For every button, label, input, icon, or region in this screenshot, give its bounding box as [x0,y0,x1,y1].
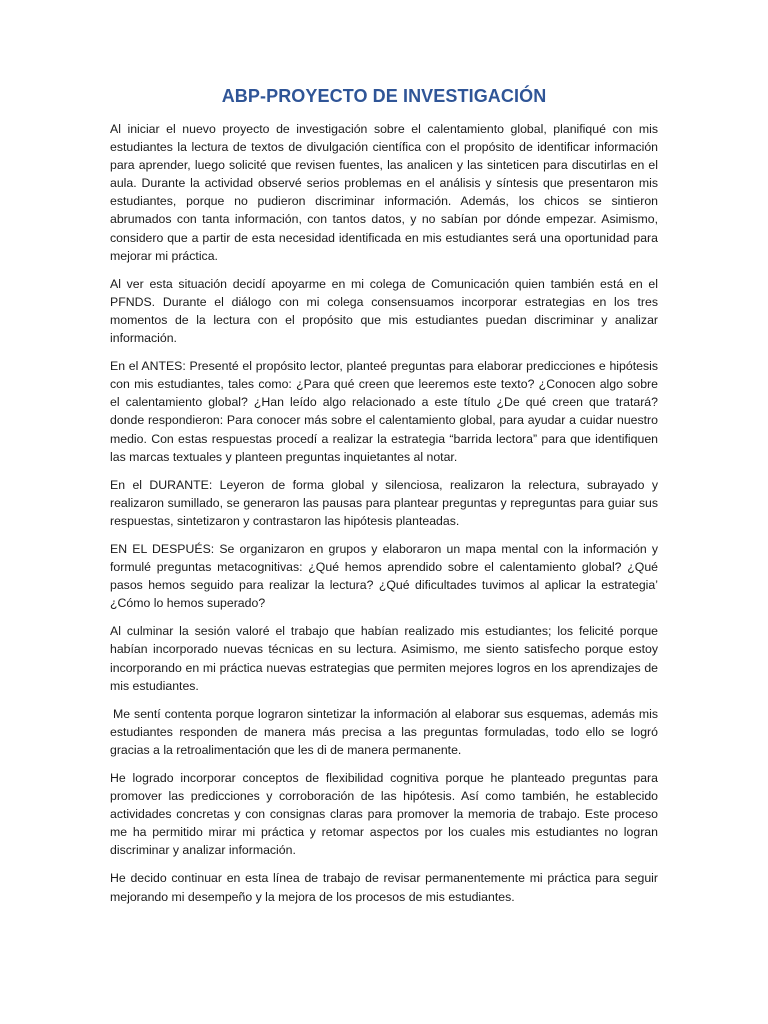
paragraph-culminar: Al culminar la sesión valoré el trabajo que habían realizado mis estudiantes; los felicité porque habían incorporado nuevas técnicas en su lectura. Asimismo, me siento satisfecho porque estoy incorporando en mi práctica nuevas estrategias que permiten mejores logros en los aprendizajes de mis estudiantes. [110,624,658,693]
document-page [110,84,658,916]
paragraph-antes: En el ANTES: Presenté el propósito lector, planteé preguntas para elaborar predicciones e hipótesis con mis estudiantes, tales como: ¿Para qué creen que leeremos este texto? ¿Conocen algo sobre el calentamiento global? ¿Han leído algo relacionado a este título ¿De qué creen que tratará? donde respondieron: Para conocer más sobre el calentamiento global, para ayudar a cuidar nuestro medio. Con estas respuestas procedí a realizar la estrategia “barrida lectora” para que identifiquen las marcas textuales y planteen preguntas inquietantes al notar. [110,359,658,464]
paragraph-intro: Al iniciar el nuevo proyecto de investigación sobre el calentamiento global, planifiqué con mis estudiantes la lectura de textos de divulgación científica con el propósito de identificar información para aprender, luego solicité que revisen fuentes, las analicen y las sinteticen para discutirlas en el aula. Durante la actividad observé serios problemas en el análisis y síntesis que presentaron mis estudiantes, porque no pudieron discriminar información. Además, los chicos se sintieron abrumados con tanta información, con tantos datos, y no sabían por dónde empezar. Asimismo, considero que a partir de esta necesidad identificada en mis estudiantes será una oportunidad para mejorar mi práctica. [110,122,658,263]
paragraph-despues: EN EL DESPUÉS: Se organizaron en grupos y elaboraron un mapa mental con la información y formulé preguntas metacognitivas: ¿Qué hemos aprendido sobre el calentamiento global? ¿Qué pasos hemos seguido para realizar la lectura? ¿Qué dificultades tuvimos al aplicar la estrategia’ ¿Cómo lo hemos superado? [110,541,658,611]
paragraph-flexibilidad: He logrado incorporar conceptos de flexibilidad cognitiva porque he planteado preguntas para promover las predicciones y corroboración de las hipótesis. Así como también, he establecido actividades concretas y con consignas claras para promover la memoria de trabajo. Este proceso me ha permitido mirar mi práctica y retomar aspectos por los cuales mis estudiantes no logran discriminar y analizar información. [110,771,658,858]
page-title: ABP-PROYECTO DE INVESTIGACIÓN [221,86,547,106]
paragraph-colleague: Al ver esta situación decidí apoyarme en mi colega de Comunicación quien también está en el PFNDS. Durante el diálogo con mi colega consensuamos incorporar estrategias en los tres momentos de la lectura con el propósito que mis estudiantes puedan discriminar y analizar información. [110,276,658,346]
paragraph-contenta: Me sentí contenta porque lograron sintetizar la información al elaborar sus esquemas, además mis estudiantes responden de manera más precisa a las preguntas formuladas, todo ello se logró gracias a la retroalimentación que les di de manera permanente. [110,706,658,757]
paragraph-durante: En el DURANTE: Leyeron de forma global y silenciosa, realizaron la relectura, subrayado y realizaron sumillado, se generaron las pausas para plantear preguntas y repreguntas para guiar sus respuestas, sintetizaron y contrastaron las hipótesis planteadas. [110,477,658,528]
paragraph-conclusion: He decido continuar en esta línea de trabajo de revisar permanentemente mi práctica para seguir mejorando mi desempeño y la mejora de los procesos de mis estudiantes. [110,871,658,904]
